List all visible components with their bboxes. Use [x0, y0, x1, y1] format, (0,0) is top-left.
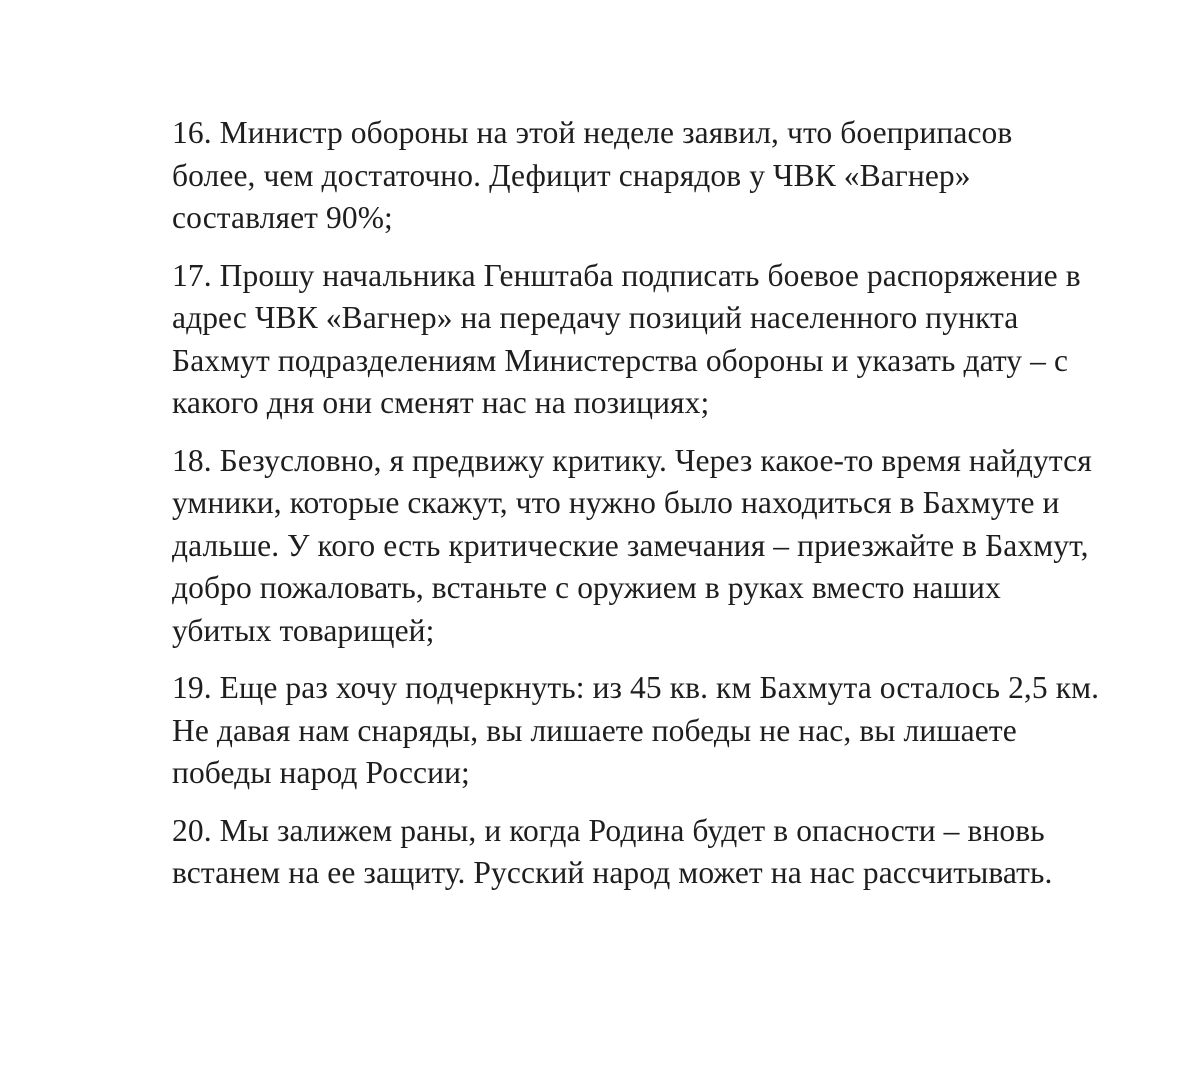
paragraph-line: встанем на ее защиту. Русский народ может на нас рассчитывать.	[172, 855, 1053, 890]
paragraph-line: Не давая нам снаряды, вы лишаете победы не нас, вы лишаете	[172, 712, 1017, 748]
paragraph-line: адрес ЧВК «Вагнер» на передачу позиций населенного пункта	[172, 300, 1019, 335]
paragraph-line: победы народ России;	[172, 755, 470, 790]
paragraph-line: 18. Безусловно, я предвижу критику. Через какое-то время найдутся	[172, 442, 1092, 478]
paragraph-line: 16. Министр обороны на этой неделе заявил, что боеприпасов	[172, 115, 1013, 150]
paragraph-16	[172, 112, 1132, 240]
paragraph-line: Бахмут подразделениям Министерства обороны и указать дату – с	[172, 342, 1069, 378]
paragraph-20	[172, 810, 1132, 895]
paragraph-18	[172, 440, 1132, 653]
paragraph-line: добро пожаловать, встаньте с оружием в руках вместо наших	[172, 570, 1001, 605]
paragraph-line: убитых товарищей;	[172, 612, 435, 648]
paragraph-line: составляет 90%;	[172, 200, 393, 235]
paragraph-line: дальше. У кого есть критические замечания – приезжайте в Бахмут,	[172, 527, 1089, 563]
paragraph-line: более, чем достаточно. Дефицит снарядов у ЧВК «Вагнер»	[172, 157, 971, 193]
paragraph-line: 19. Еще раз хочу подчеркнуть: из 45 кв. км Бахмута осталось 2,5 км.	[172, 670, 1100, 705]
paragraph-line: какого дня они сменят нас на позициях;	[172, 385, 710, 420]
paragraph-17	[172, 255, 1132, 425]
document-body	[172, 112, 1132, 910]
paragraph-19	[172, 667, 1132, 795]
paragraph-line: умники, которые скажут, что нужно было находиться в Бахмуте и	[172, 485, 1060, 520]
paragraph-line: 20. Мы залижем раны, и когда Родина будет в опасности – вновь	[172, 812, 1045, 848]
paragraph-line: 17. Прошу начальника Генштаба подписать боевое распоряжение в	[172, 257, 1081, 293]
